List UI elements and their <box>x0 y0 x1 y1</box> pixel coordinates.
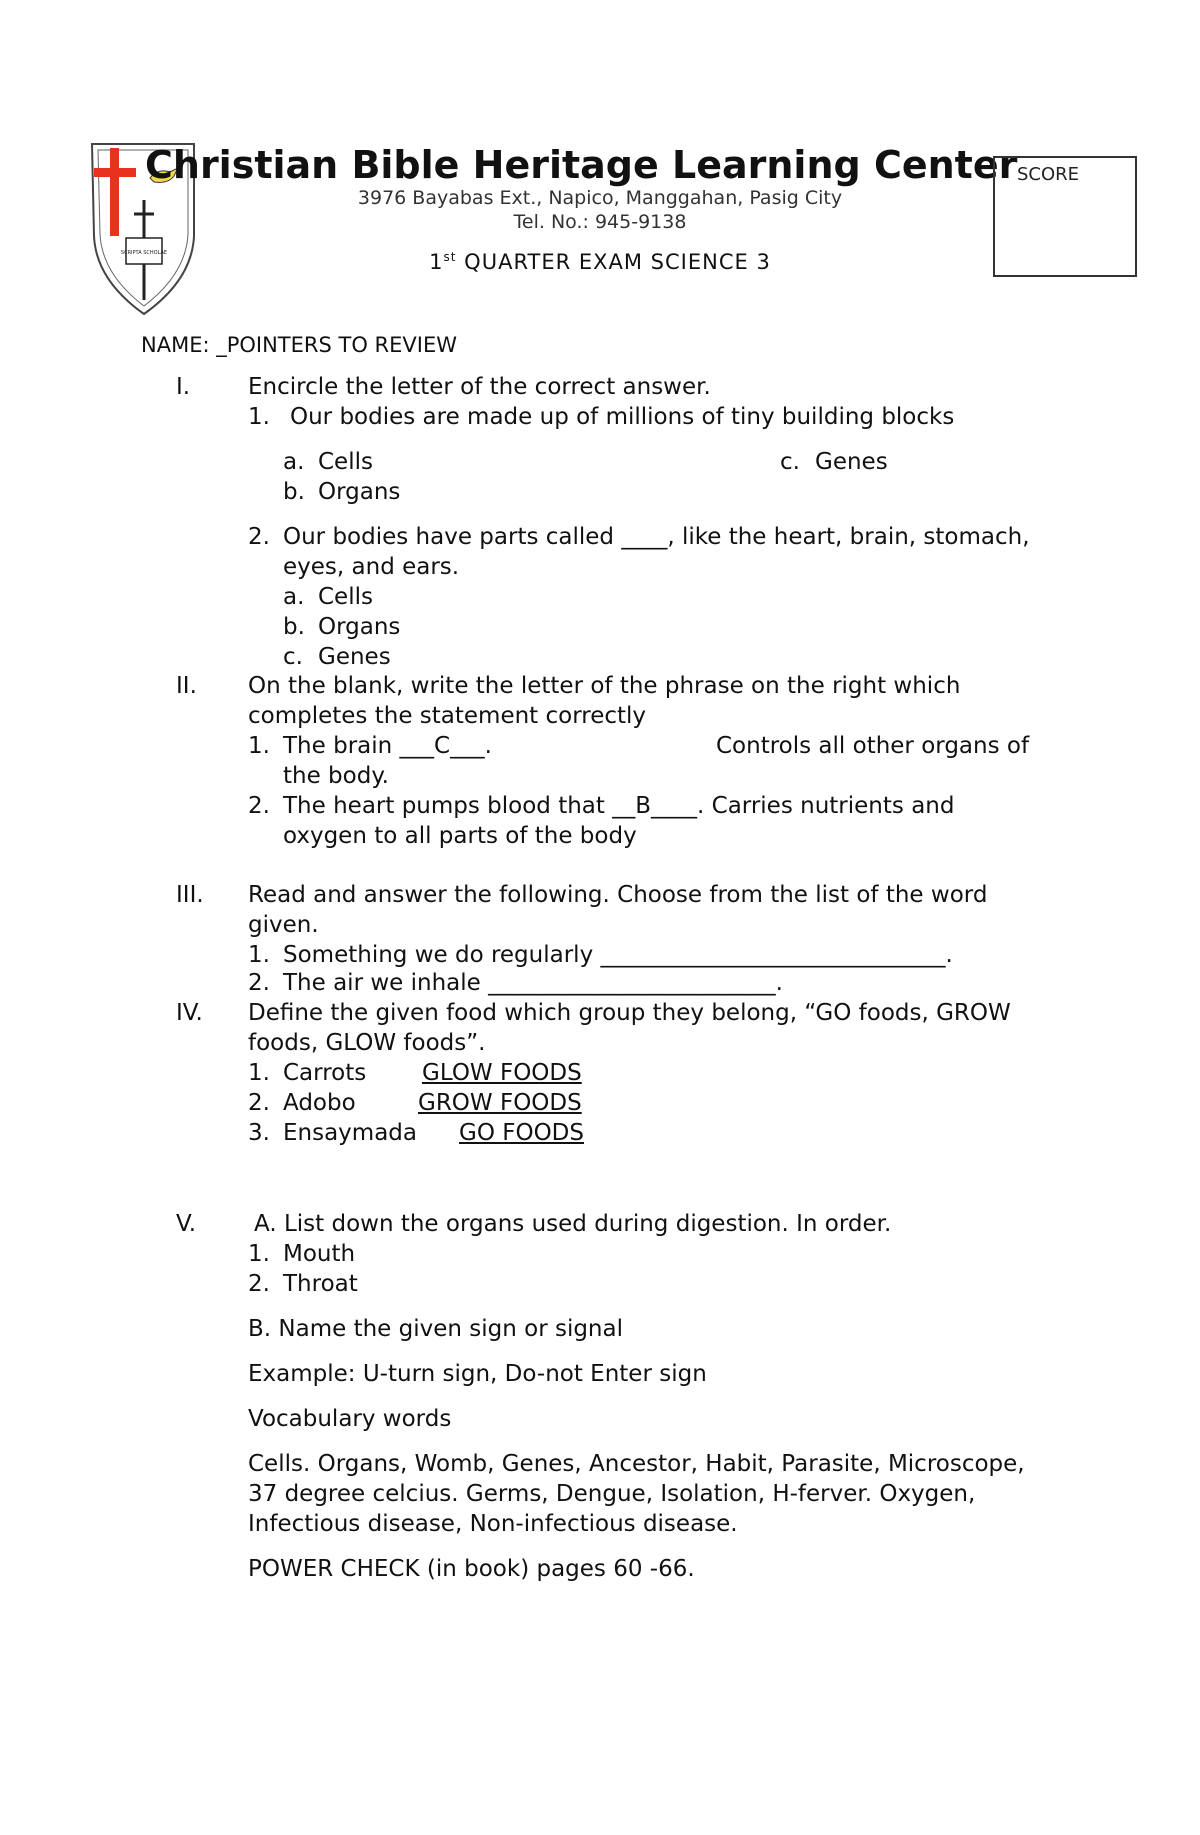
q1-option-c-letter: c. <box>780 449 800 475</box>
q1-number: 1. <box>248 404 270 430</box>
q1-text: Our bodies are made up of millions of tiny building blocks <box>290 404 955 430</box>
power-check: POWER CHECK (in book) pages 60 -66. <box>248 1556 695 1582</box>
s2-q1-number: 1. <box>248 733 270 759</box>
section-3-line2: given. <box>248 912 319 938</box>
s2-q1-right: Controls all other organs of <box>716 733 1030 759</box>
section-2-line2: completes the statement correctly <box>248 703 647 729</box>
s3-q2-number: 2. <box>248 970 270 996</box>
vocabulary-heading: Vocabulary words <box>248 1406 452 1432</box>
q2-number: 2. <box>248 524 270 550</box>
q2-option-a-letter: a. <box>283 584 305 610</box>
vocabulary-line1: Cells. Organs, Womb, Genes, Ancestor, Habit, Parasite, Microscope, <box>248 1451 1025 1477</box>
s3-q2-text: The air we inhale _________________________. <box>283 970 783 996</box>
q2-option-b-letter: b. <box>283 614 305 640</box>
q2-option-c: Genes <box>318 644 391 670</box>
section-2-line1: On the blank, write the letter of the phrase on the right which <box>248 673 961 699</box>
q1-option-a-letter: a. <box>283 449 305 475</box>
s2-q1-text: The brain ___C___. <box>283 733 492 759</box>
q1-option-c: Genes <box>815 449 888 475</box>
q2-text-line1: Our bodies have parts called ____, like the heart, brain, stomach, <box>283 524 1030 550</box>
section-5-part-b: B. Name the given sign or signal <box>248 1316 623 1342</box>
section-1-numeral: I. <box>176 374 191 400</box>
vocabulary-line2: 37 degree celcius. Germs, Dengue, Isolation, H-ferver. Oxygen, <box>248 1481 976 1507</box>
q1-option-a: Cells <box>318 449 373 475</box>
food-item-number: 3. <box>248 1120 270 1146</box>
section-3-numeral: III. <box>176 882 204 908</box>
food-item-answer: GO FOODS <box>459 1120 584 1146</box>
section-1-instruction: Encircle the letter of the correct answer. <box>248 374 711 400</box>
s2-q2-number: 2. <box>248 793 270 819</box>
food-item-name: Carrots <box>283 1060 367 1086</box>
q2-text-line2: eyes, and ears. <box>283 554 460 580</box>
crest-lettering: SCRIPTA SCHOLAE <box>120 250 168 256</box>
organ-name: Mouth <box>283 1241 356 1267</box>
section-4-numeral: IV. <box>176 1000 203 1026</box>
food-item-number: 1. <box>248 1060 270 1086</box>
name-line: NAME: _POINTERS TO REVIEW <box>141 333 457 357</box>
food-item-answer: GLOW FOODS <box>422 1060 582 1086</box>
food-item-name: Adobo <box>283 1090 356 1116</box>
section-5-numeral: V. <box>176 1211 197 1237</box>
section-5-part-a: A. List down the organs used during digestion. In order. <box>254 1211 892 1237</box>
sign-example: Example: U-turn sign, Do-not Enter sign <box>248 1361 707 1387</box>
q2-option-c-letter: c. <box>283 644 303 670</box>
organ-number: 2. <box>248 1271 270 1297</box>
food-item-answer: GROW FOODS <box>418 1090 582 1116</box>
organ-name: Throat <box>283 1271 358 1297</box>
q2-option-a: Cells <box>318 584 373 610</box>
section-4-line1: Define the given food which group they belong, “GO foods, GROW <box>248 1000 1011 1026</box>
s3-q1-text: Something we do regularly ______________________________. <box>283 942 953 968</box>
score-box <box>993 156 1137 277</box>
organ-number: 1. <box>248 1241 270 1267</box>
section-2-numeral: II. <box>176 673 197 699</box>
s2-q1-line2: the body. <box>283 763 389 789</box>
exam-title: 1st QUARTER EXAM SCIENCE 3 <box>429 250 771 274</box>
q2-option-b: Organs <box>318 614 401 640</box>
section-4-line2: foods, GLOW foods”. <box>248 1030 486 1056</box>
food-item-number: 2. <box>248 1090 270 1116</box>
school-name: Christian Bible Heritage Learning Center <box>145 143 1018 187</box>
q1-option-b-letter: b. <box>283 479 305 505</box>
school-address: 3976 Bayabas Ext., Napico, Manggahan, Pasig City <box>357 187 843 209</box>
q1-option-b: Organs <box>318 479 401 505</box>
vocabulary-line3: Infectious disease, Non-infectious disease. <box>248 1511 738 1537</box>
section-3-line1: Read and answer the following. Choose from the list of the word <box>248 882 988 908</box>
school-tel: Tel. No.: 945-9138 <box>513 211 687 233</box>
s2-q2-line2: oxygen to all parts of the body <box>283 823 637 849</box>
s2-q2-text: The heart pumps blood that __B____. Carries nutrients and <box>283 793 955 819</box>
s3-q1-number: 1. <box>248 942 270 968</box>
score-label: SCORE <box>1017 164 1080 185</box>
food-item-name: Ensaymada <box>283 1120 417 1146</box>
